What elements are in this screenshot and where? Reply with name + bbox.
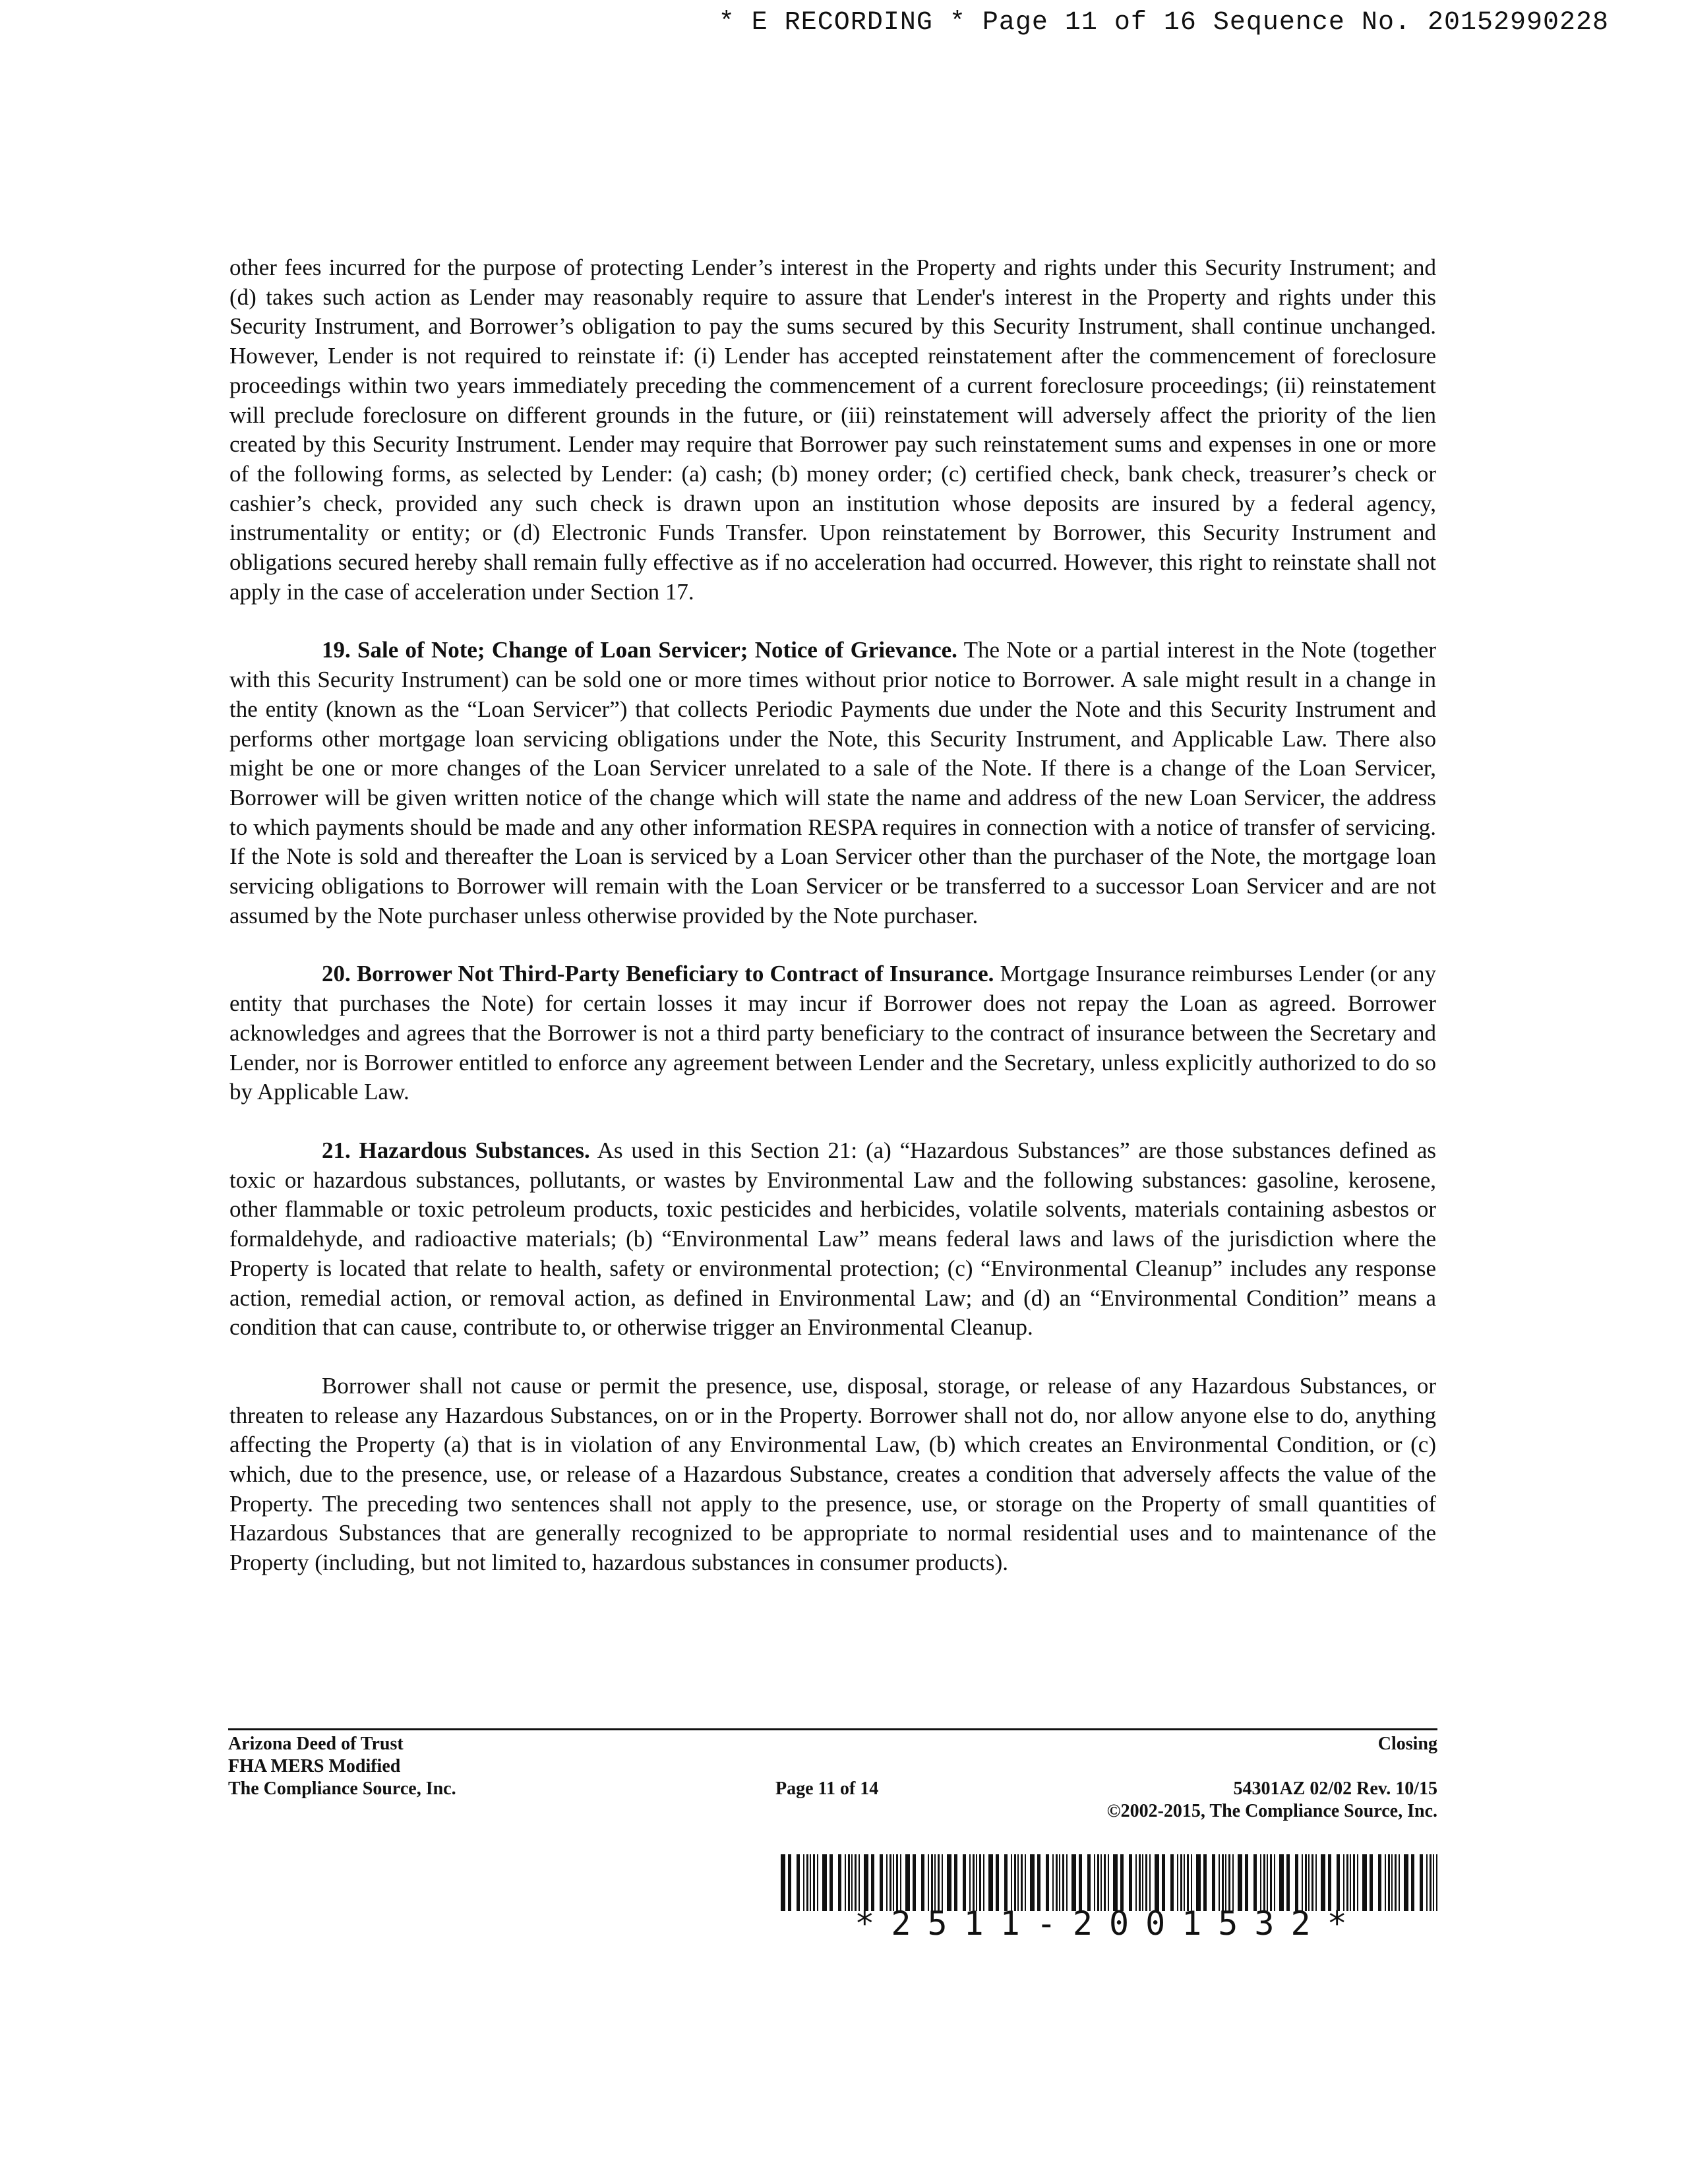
footer-divider (228, 1728, 1437, 1730)
barcode-bar (893, 1854, 894, 1911)
barcode-bar (979, 1854, 981, 1911)
barcode-bar (797, 1854, 800, 1911)
barcode-bar (1196, 1854, 1201, 1911)
barcode-bar (1108, 1854, 1109, 1911)
barcode-bar (1062, 1854, 1064, 1911)
barcode-bar (1274, 1854, 1275, 1911)
barcode-bar (1025, 1854, 1026, 1911)
barcode-bar (889, 1854, 891, 1911)
barcode-bar (859, 1854, 860, 1911)
barcode-bar (1037, 1854, 1040, 1911)
barcode-bar (1030, 1854, 1035, 1911)
barcode-bar (1059, 1854, 1060, 1911)
barcode-bar (1170, 1854, 1174, 1911)
paragraph-19 (229, 636, 1436, 930)
barcode-bar (1203, 1854, 1207, 1911)
barcode-bar (829, 1854, 833, 1911)
barcode-bar (934, 1854, 936, 1911)
barcode-text: *2511-2001532* (855, 1904, 1364, 1943)
barcode-bar (1370, 1854, 1373, 1911)
barcode-bar (1187, 1854, 1189, 1911)
footer-document-info (228, 1733, 456, 1800)
barcode-bar (1162, 1854, 1165, 1911)
footer-form-info (1107, 1778, 1437, 1823)
barcode-bar (1399, 1854, 1400, 1911)
barcode-bar (822, 1854, 827, 1911)
barcode-bar (1145, 1854, 1147, 1911)
barcode-bar (845, 1854, 846, 1911)
barcode-bar (781, 1854, 785, 1911)
barcode-bar (1378, 1854, 1381, 1911)
barcode-bar (1094, 1854, 1095, 1911)
barcode-bar (931, 1854, 933, 1911)
barcode-bar (886, 1854, 888, 1911)
barcode-bar (1155, 1854, 1159, 1911)
paragraph-text: Mortgage Insurance reimburses Lender (or any entity that purchases the Note) for certain losses it may incur if Borrower does not repay the Loan as agreed. Borrower acknowledges and agrees that the Borrower is not a third party beneficiary to the contract of insurance between the Secretary and Lender, nor is Borrower entitled to enforce any agreement between Lender and the Secretary, unless explicitly authorized to do so by Applicable Law. (229, 961, 1436, 1105)
barcode-bar (1267, 1854, 1268, 1911)
paragraph-21 (229, 1136, 1436, 1343)
footer-form-number: 54301AZ 02/02 Rev. 10/15 (1233, 1778, 1437, 1799)
barcode-bar (1357, 1854, 1358, 1911)
barcode-bar (1353, 1854, 1355, 1911)
barcode-bar (1420, 1854, 1423, 1911)
barcode-bar (1184, 1854, 1185, 1911)
barcode-bar (1302, 1854, 1303, 1911)
barcode-bar (983, 1854, 984, 1911)
barcode-bar (1433, 1854, 1434, 1911)
barcode-bar (973, 1854, 975, 1911)
barcode (781, 1854, 1437, 1911)
barcode-bar (880, 1854, 883, 1911)
paragraph-text: As used in this Section 21: (a) “Hazardous Substances” are those substances defined as toxic or hazardous substances, pollutants, or wastes by Environmental Law and the following substances: gasoline, kerosene, other flammable or toxic petroleum products, toxic pesticides and herbicides, volatile solvents, materials containing asbestos or formaldehyde, and radioactive materials; (b) “Environmental Law” means federal laws and laws of the jurisdiction where the Property is located that relate to health, safety or environmental protection; (c) “Environmental Cleanup” includes any response action, remedial action, or removal action, as defined in Environmental Law; and (d) an “Environmental Condition” means a condition that can cause, contribute to, or otherwise trigger an Environmental Cleanup. (229, 1137, 1437, 1341)
barcode-bar (1260, 1854, 1261, 1911)
barcode-bar (1286, 1854, 1290, 1911)
paragraph-text: The Note or a partial interest in the Note (together with this Security Instrument) can be sold one or more times without prior notice to Borrower. A sale might result in a change in the entity (known as the “Loan Servicer”) that collects Periodic Payments due under the Note and this Security Instrument and performs other mortgage loan servicing obligations under the Note, this Security Instrument, and Applicable Law. There also might be one or more changes of the Loan Servicer unrelated to a sale of the Note. If there is a change of the Loan Servicer, Borrower will be given written notice of the change which will state the name and address of the new Loan Servicer, the address to which payments should be made and any other information RESPA requires in connection with a notice of transfer of servicing. If the Note is sold and thereafter the Loan is serviced by a Loan Servicer other than the purchaser of the Note, the mortgage loan servicing obligations to Borrower will remain with the Loan Servicer or be transferred to a successor Loan Servicer and are not assumed by the Note purchaser unless otherwise provided by the Note purchaser. (229, 637, 1436, 928)
barcode-bar (1142, 1854, 1143, 1911)
paragraph-21-second (229, 1372, 1436, 1578)
barcode-bar (1129, 1854, 1132, 1911)
barcode-bar (810, 1854, 811, 1911)
barcode-bar (1395, 1854, 1397, 1911)
barcode-bar (928, 1854, 929, 1911)
barcode-bar (1191, 1854, 1192, 1911)
barcode-bar (1139, 1854, 1141, 1911)
section-heading: 21. Hazardous Substances. (322, 1137, 590, 1163)
barcode-bar (954, 1854, 957, 1911)
barcode-bar (1100, 1854, 1102, 1911)
barcode-bar (969, 1854, 971, 1911)
footer-page-number: Page 11 of 14 (775, 1778, 879, 1799)
barcode-bar (1004, 1854, 1008, 1911)
barcode-bar (1212, 1854, 1215, 1911)
barcode-bar (1180, 1854, 1182, 1911)
barcode-bar (1279, 1854, 1284, 1911)
barcode-bar (1066, 1854, 1068, 1911)
barcode-bar (947, 1854, 951, 1911)
barcode-bar (1263, 1854, 1265, 1911)
barcode-bar (1021, 1854, 1023, 1911)
barcode-bar (900, 1854, 901, 1911)
barcode-bar (817, 1854, 818, 1911)
barcode-bar (855, 1854, 857, 1911)
paragraph-text: Borrower shall not cause or permit the presence, use, disposal, storage, or release of any Hazardous Substances, or threaten to release any Hazardous Substances, on or in the Property. Borrower shall not do, nor allow anyone else to do, anything affecting the Property (a) that is in violation of any Environmental Law, (b) which creates an Environmental Condition, or (c) which, due to the presence, use, or release of a Hazardous Substance, creates a condition that adversely affects the value of the Property. The preceding two sentences shall not apply to the presence, use, or storage on the Property of small quantities of Hazardous Substances that are generally recognized to be appropriate to normal residential uses and to maintenance of the Property (including, but not limited to, hazardous substances in consumer products). (229, 1372, 1436, 1576)
barcode-bar (851, 1854, 853, 1911)
barcode-bar (1228, 1854, 1230, 1911)
barcode-bar (1391, 1854, 1393, 1911)
barcode-bar (1308, 1854, 1310, 1911)
barcode-bar (1343, 1854, 1344, 1911)
barcode-bar (1321, 1854, 1325, 1911)
barcode-bar (938, 1854, 940, 1911)
section-heading: 20. Borrower Not Third-Party Beneficiary to Contract of Insurance. (322, 961, 994, 987)
barcode-bar (1328, 1854, 1331, 1911)
barcode-bar (813, 1854, 815, 1911)
barcode-bar (905, 1854, 910, 1911)
section-heading: 19. Sale of Note; Change of Loan Servicer; Notice of Grievance. (322, 637, 957, 663)
barcode-bar (1014, 1854, 1016, 1911)
barcode-bar (1315, 1854, 1317, 1911)
barcode-bar (896, 1854, 898, 1911)
barcode-bar (1222, 1854, 1224, 1911)
barcode-bar (1011, 1854, 1012, 1911)
barcode-bar (1135, 1854, 1137, 1911)
footer-copyright: ©2002-2015, The Compliance Source, Inc. (1106, 1801, 1437, 1821)
barcode-bar (988, 1854, 993, 1911)
paragraph-18-continued (229, 253, 1436, 607)
footer-doc-subtitle: FHA MERS Modified (228, 1756, 401, 1776)
recording-header: * E RECORDING * Page 11 of 16 Sequence No. 20152990228 (718, 8, 1609, 38)
barcode-bar (1177, 1854, 1178, 1911)
barcode-bar (1436, 1854, 1437, 1911)
barcode-bar (1017, 1854, 1019, 1911)
document-body (229, 253, 1436, 1578)
barcode-bar (1311, 1854, 1313, 1911)
barcode-bar (963, 1854, 966, 1911)
paragraph-20 (229, 959, 1436, 1107)
barcode-bar (1046, 1854, 1049, 1911)
barcode-bar (806, 1854, 808, 1911)
footer-doc-title: Arizona Deed of Trust (228, 1734, 404, 1754)
barcode-bar (848, 1854, 850, 1911)
barcode-bar (996, 1854, 999, 1911)
barcode-bar (1052, 1854, 1054, 1911)
barcode-bar (788, 1854, 791, 1911)
barcode-bar (942, 1854, 943, 1911)
barcode-bar (864, 1854, 868, 1911)
barcode-bar (1411, 1854, 1414, 1911)
barcode-bar (1295, 1854, 1298, 1911)
barcode-bar (803, 1854, 804, 1911)
barcode-bar (1232, 1854, 1234, 1911)
barcode-bar (1385, 1854, 1386, 1911)
barcode-bar (1104, 1854, 1106, 1911)
barcode-bar (1350, 1854, 1351, 1911)
barcode-bar (1149, 1854, 1151, 1911)
barcode-bar (1270, 1854, 1272, 1911)
barcode-bar (1097, 1854, 1099, 1911)
barcode-bar (1346, 1854, 1348, 1911)
barcode-bar (1079, 1854, 1082, 1911)
barcode-bar (921, 1854, 924, 1911)
barcode-bar (1219, 1854, 1220, 1911)
barcode-bar (1305, 1854, 1307, 1911)
barcode-bar (976, 1854, 977, 1911)
barcode-bar (1404, 1854, 1408, 1911)
barcode-bar (1238, 1854, 1242, 1911)
barcode-bar (838, 1854, 841, 1911)
barcode-bar (1056, 1854, 1058, 1911)
barcode-bar (1087, 1854, 1091, 1911)
barcode-bar (871, 1854, 874, 1911)
barcode-bar (1430, 1854, 1432, 1911)
barcode-bar (1120, 1854, 1124, 1911)
barcode-bar (1253, 1854, 1257, 1911)
barcode-bar (1225, 1854, 1226, 1911)
barcode-bar (1362, 1854, 1367, 1911)
barcode-bar (1245, 1854, 1248, 1911)
barcode-bar (1388, 1854, 1390, 1911)
paragraph-text: other fees incurred for the purpose of protecting Lender’s interest in the Property and rights under this Security Instrument; and (d) takes such action as Lender may reasonably require to assure that Lender's interest in the Property and rights under this Security Instrument, and Borrower’s obligation to pay the sums secured by this Security Instrument, shall continue unchanged. However, Lender is not required to reinstate if: (i) Lender has accepted reinstatement after the commencement of foreclosure proceedings within two years immediately preceding the commencement of a current foreclosure proceedings; (ii) reinstatement will preclude foreclosure on different grounds in the future, or (iii) reinstatement will adversely affect the priority of the lien created by this Security Instrument. Lender may require that Borrower pay such reinstatement sums and expenses in one or more of the following forms, as selected by Lender: (a) cash; (b) money order; (c) certified check, bank check, treasurer’s check or cashier’s check, provided any such check is drawn upon an institution whose deposits are insured by a federal agency, instrumentality or entity; or (d) Electronic Funds Transfer. Upon reinstatement by Borrower, this Security Instrument and obligations secured hereby shall remain fully effective as if no acceleration had occurred. However, this right to reinstate shall not apply in the case of acceleration under Section 17. (229, 255, 1436, 605)
footer-company: The Compliance Source, Inc. (228, 1778, 456, 1799)
barcode-bar (1426, 1854, 1428, 1911)
barcode-bar (1071, 1854, 1076, 1911)
footer-section: Closing (1377, 1734, 1437, 1754)
barcode-bar (913, 1854, 916, 1911)
barcode-bar (1113, 1854, 1118, 1911)
barcode-bar (1337, 1854, 1340, 1911)
